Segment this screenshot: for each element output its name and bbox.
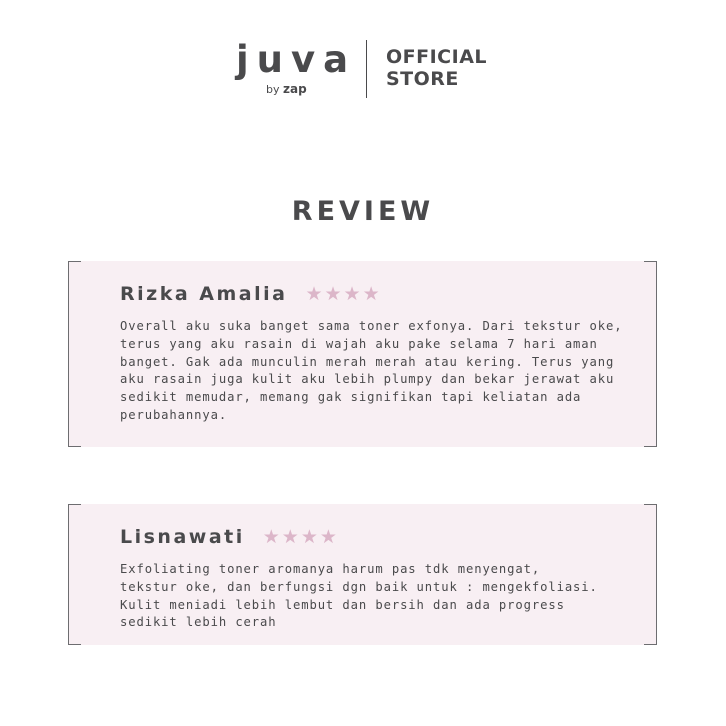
reviewer-header <box>120 526 337 548</box>
star-icon: ★ <box>324 283 342 305</box>
review-text <box>120 561 640 632</box>
review-line: banget. Gak ada munculin merah merah atau kering. Terus yang <box>120 354 615 369</box>
review-line: sedikit lebih cerah <box>120 615 277 630</box>
bracket-right <box>644 504 657 645</box>
star-icon: ★ <box>343 283 361 305</box>
review-line: terus yang aku rasain di wajah aku pake selama 7 hari aman <box>120 336 598 351</box>
bracket-right <box>644 261 657 447</box>
star-icon: ★ <box>281 526 299 548</box>
reviewer-name: Rizka Amalia <box>120 283 288 305</box>
bracket-left <box>68 504 81 645</box>
reviewer-name: Lisnawati <box>120 526 245 548</box>
byline-zap: zap <box>283 82 307 96</box>
review-line: aku rasain juga kulit aku lebih plumpy dan bekar jerawat aku <box>120 372 615 387</box>
header-divider <box>366 40 367 98</box>
review-line: tekstur oke, dan berfungsi dgn baik untuk : mengekfoliasi. <box>120 579 598 594</box>
review-line: Exfoliating toner aromanya harum pas tdk menyengat, <box>120 562 541 576</box>
review-line: Kulit meniadi lebih lembut dan bersih dan ada progress <box>120 597 565 612</box>
review-line: Overall aku suka banget sama toner exfonya. Dari tekstur oke, <box>120 319 623 333</box>
review-line: sedikit memudar, memang gak signifikan tapi keliatan ada <box>120 390 582 405</box>
review-line: perubahannya. <box>120 407 228 422</box>
official-store-label <box>386 46 487 90</box>
brand-byline <box>266 82 307 97</box>
star-icon: ★ <box>300 526 318 548</box>
store-line-1: OFFICIAL <box>386 46 488 68</box>
brand-logo: juva <box>236 38 357 81</box>
reviewer-header <box>120 283 380 305</box>
review-card <box>68 261 657 447</box>
bracket-left <box>68 261 81 447</box>
page-title: REVIEW <box>291 196 435 227</box>
star-icon: ★ <box>319 526 337 548</box>
star-icon: ★ <box>305 283 323 305</box>
store-line-2: STORE <box>386 68 459 90</box>
review-card <box>68 504 657 645</box>
star-icon: ★ <box>362 283 380 305</box>
review-text <box>120 318 640 425</box>
star-rating <box>305 284 379 304</box>
byline-by: by <box>266 83 280 96</box>
star-icon: ★ <box>262 526 280 548</box>
star-rating <box>263 527 337 547</box>
